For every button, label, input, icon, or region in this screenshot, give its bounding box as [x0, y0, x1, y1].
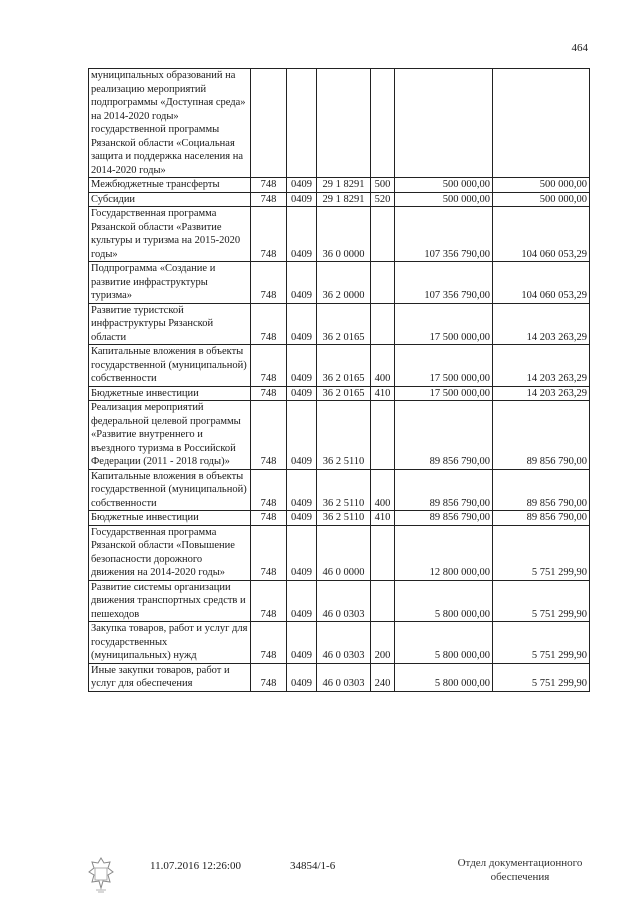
row-plan-amount: 5 800 000,00: [395, 663, 493, 691]
row-section-code: 0409: [287, 469, 317, 511]
table-row: [89, 469, 590, 511]
document-footer: [0, 856, 640, 901]
row-expense-type: 410: [371, 386, 395, 401]
row-name: Государственная программа Рязанской области «Повышение безопасности дорожного движения на 2014-2020 годы»: [89, 525, 251, 580]
row-ministry-code: [251, 69, 287, 178]
table-row: [89, 192, 590, 207]
row-target-code: 46 0 0000: [317, 525, 371, 580]
row-target-code: 46 0 0303: [317, 622, 371, 664]
coat-of-arms-icon: [86, 856, 116, 894]
table-row: [89, 345, 590, 387]
table-row: [89, 580, 590, 622]
page-number: 464: [571, 42, 588, 54]
stamp-line-2: обеспечения: [490, 871, 550, 883]
row-target-code: [317, 69, 371, 178]
row-fact-amount: 89 856 790,00: [493, 511, 590, 526]
timestamp: 11.07.2016 12:26:00: [150, 860, 241, 872]
row-expense-type: 520: [371, 192, 395, 207]
row-target-code: 36 2 0165: [317, 386, 371, 401]
row-plan-amount: [395, 69, 493, 178]
row-ministry-code: 748: [251, 345, 287, 387]
row-plan-amount: 5 800 000,00: [395, 622, 493, 664]
row-fact-amount: 5 751 299,90: [493, 525, 590, 580]
row-plan-amount: 107 356 790,00: [395, 207, 493, 262]
table-row: [89, 303, 590, 345]
row-name: Государственная программа Рязанской области «Развитие культуры и туризма на 2015-2020 годы»: [89, 207, 251, 262]
row-name: Бюджетные инвестиции: [89, 386, 251, 401]
row-expense-type: 410: [371, 511, 395, 526]
row-fact-amount: 14 203 263,29: [493, 345, 590, 387]
row-fact-amount: 104 060 053,29: [493, 207, 590, 262]
row-ministry-code: 748: [251, 469, 287, 511]
table-row: [89, 525, 590, 580]
row-ministry-code: 748: [251, 622, 287, 664]
row-ministry-code: 748: [251, 525, 287, 580]
row-section-code: 0409: [287, 192, 317, 207]
row-ministry-code: 748: [251, 580, 287, 622]
row-fact-amount: 14 203 263,29: [493, 303, 590, 345]
row-target-code: 36 0 0000: [317, 207, 371, 262]
row-section-code: 0409: [287, 178, 317, 193]
row-name: Бюджетные инвестиции: [89, 511, 251, 526]
row-fact-amount: 5 751 299,90: [493, 580, 590, 622]
row-section-code: 0409: [287, 386, 317, 401]
row-name: Подпрограмма «Создание и развитие инфраструктуры туризма»: [89, 262, 251, 304]
row-expense-type: [371, 262, 395, 304]
table-row: [89, 511, 590, 526]
row-plan-amount: 17 500 000,00: [395, 303, 493, 345]
table-row: [89, 401, 590, 470]
row-plan-amount: 12 800 000,00: [395, 525, 493, 580]
row-expense-type: 500: [371, 178, 395, 193]
row-target-code: 36 2 5110: [317, 469, 371, 511]
row-section-code: [287, 69, 317, 178]
row-plan-amount: 17 500 000,00: [395, 345, 493, 387]
row-target-code: 46 0 0303: [317, 663, 371, 691]
row-fact-amount: 104 060 053,29: [493, 262, 590, 304]
row-plan-amount: 17 500 000,00: [395, 386, 493, 401]
row-name: Реализация мероприятий федеральной целевой программы «Развитие внутреннего и въездного туризма в Российской Федерации (2011 - 2018 годы)»: [89, 401, 251, 470]
row-ministry-code: 748: [251, 207, 287, 262]
row-fact-amount: 89 856 790,00: [493, 401, 590, 470]
table-row: [89, 207, 590, 262]
row-name: Иные закупки товаров, работ и услуг для обеспечения: [89, 663, 251, 691]
row-expense-type: 400: [371, 345, 395, 387]
row-expense-type: 240: [371, 663, 395, 691]
row-section-code: 0409: [287, 345, 317, 387]
row-fact-amount: 500 000,00: [493, 192, 590, 207]
row-section-code: 0409: [287, 511, 317, 526]
row-name: муниципальных образований на реализацию мероприятий подпрограммы «Доступная среда» на 2014-2020 годы» государственной программы Рязанской области «Социальная защита и поддержка населения на 2014-2020 годы»: [89, 69, 251, 178]
row-fact-amount: 5 751 299,90: [493, 663, 590, 691]
row-plan-amount: 500 000,00: [395, 192, 493, 207]
row-fact-amount: 5 751 299,90: [493, 622, 590, 664]
row-section-code: 0409: [287, 401, 317, 470]
row-plan-amount: 89 856 790,00: [395, 511, 493, 526]
row-name: Межбюджетные трансферты: [89, 178, 251, 193]
row-plan-amount: 5 800 000,00: [395, 580, 493, 622]
row-ministry-code: 748: [251, 386, 287, 401]
table-body: [89, 69, 590, 692]
row-plan-amount: 89 856 790,00: [395, 469, 493, 511]
row-fact-amount: 89 856 790,00: [493, 469, 590, 511]
row-expense-type: [371, 69, 395, 178]
table-row: [89, 178, 590, 193]
row-target-code: 36 2 0165: [317, 345, 371, 387]
row-section-code: 0409: [287, 303, 317, 345]
row-plan-amount: 107 356 790,00: [395, 262, 493, 304]
row-expense-type: [371, 401, 395, 470]
table-row: [89, 262, 590, 304]
document-number: 34854/1-6: [290, 860, 336, 872]
row-name: Капитальные вложения в объекты государственной (муниципальной) собственности: [89, 469, 251, 511]
row-name: Субсидии: [89, 192, 251, 207]
row-ministry-code: 748: [251, 511, 287, 526]
row-target-code: 29 1 8291: [317, 178, 371, 193]
table-row: [89, 69, 590, 178]
row-section-code: 0409: [287, 207, 317, 262]
row-expense-type: 400: [371, 469, 395, 511]
row-target-code: 36 2 5110: [317, 511, 371, 526]
row-name: Развитие туристской инфраструктуры Рязанской области: [89, 303, 251, 345]
row-expense-type: [371, 525, 395, 580]
row-target-code: 46 0 0303: [317, 580, 371, 622]
row-section-code: 0409: [287, 622, 317, 664]
row-expense-type: [371, 580, 395, 622]
budget-table: [88, 68, 590, 692]
row-target-code: 36 2 5110: [317, 401, 371, 470]
row-expense-type: [371, 303, 395, 345]
row-ministry-code: 748: [251, 303, 287, 345]
row-target-code: 36 2 0000: [317, 262, 371, 304]
stamp-line-1: Отдел документационного: [457, 857, 583, 869]
row-name: Закупка товаров, работ и услуг для государственных (муниципальных) нужд: [89, 622, 251, 664]
row-section-code: 0409: [287, 525, 317, 580]
row-ministry-code: 748: [251, 178, 287, 193]
row-name: Развитие системы организации движения транспортных средств и пешеходов: [89, 580, 251, 622]
row-ministry-code: 748: [251, 262, 287, 304]
row-fact-amount: 14 203 263,29: [493, 386, 590, 401]
table-row: [89, 663, 590, 691]
row-plan-amount: 89 856 790,00: [395, 401, 493, 470]
row-ministry-code: 748: [251, 192, 287, 207]
row-target-code: 29 1 8291: [317, 192, 371, 207]
row-target-code: 36 2 0165: [317, 303, 371, 345]
table-row: [89, 622, 590, 664]
row-ministry-code: 748: [251, 401, 287, 470]
table-row: [89, 386, 590, 401]
department-stamp: [440, 856, 600, 884]
row-fact-amount: 500 000,00: [493, 178, 590, 193]
row-plan-amount: 500 000,00: [395, 178, 493, 193]
row-ministry-code: 748: [251, 663, 287, 691]
row-fact-amount: [493, 69, 590, 178]
row-section-code: 0409: [287, 262, 317, 304]
row-section-code: 0409: [287, 663, 317, 691]
row-expense-type: [371, 207, 395, 262]
row-expense-type: 200: [371, 622, 395, 664]
row-section-code: 0409: [287, 580, 317, 622]
row-name: Капитальные вложения в объекты государственной (муниципальной) собственности: [89, 345, 251, 387]
